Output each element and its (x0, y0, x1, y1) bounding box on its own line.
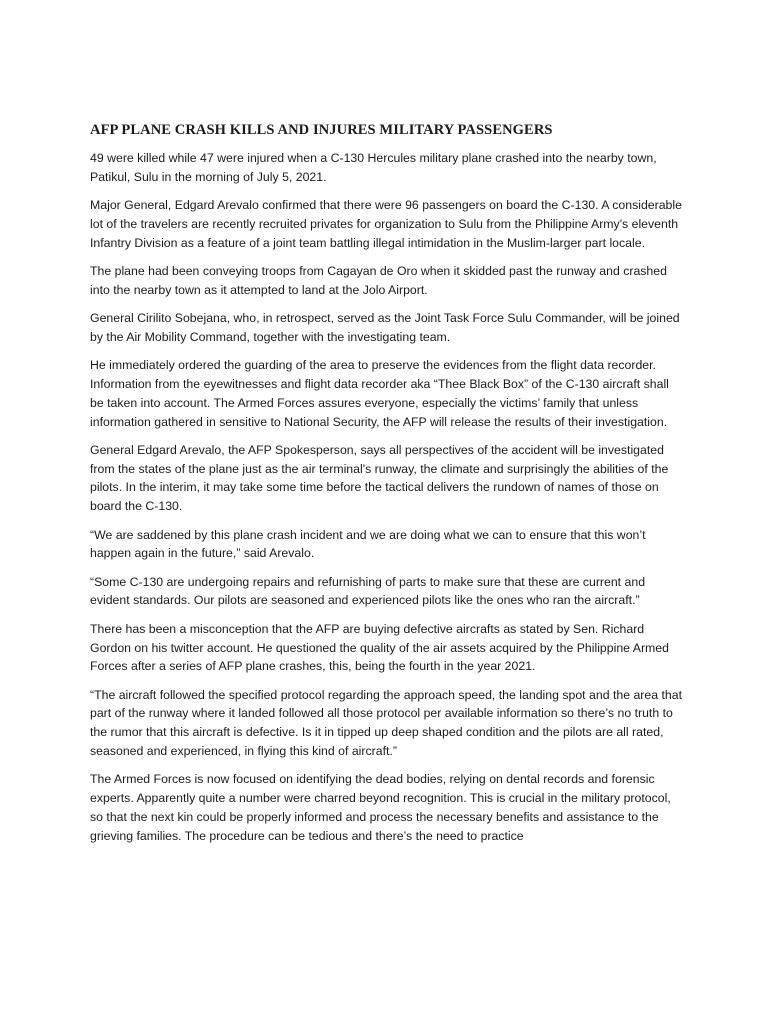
paragraph: There has been a misconception that the AFP are buying defective aircrafts as stated by Sen. Richard Gordon on his twitter account. He questioned the quality of the air assets acquired by the Philippine Armed Forces after a series of AFP plane crashes, this, being the fourth in the year 2021. (90, 621, 669, 674)
paragraph: “The aircraft followed the specified protocol regarding the approach speed, the landing spot and the area that part of the runway where it landed followed all those protocol per available information so there’s no truth to the rumor that this aircraft is defective. Is it in tipped up deep shaped condition and the pilots are all rated, seasoned and experienced, in flying this kind of aircraft.” (90, 687, 682, 759)
paragraph: General Cirilito Sobejana, who, in retrospect, served as the Joint Task Force Sulu Commander, will be joined by the Air Mobility Command, together with the investigating team. (90, 311, 680, 344)
paragraph: The plane had been conveying troops from Cagayan de Oro when it skidded past the runway and crashed into the nearby town as it attempted to land at the Jolo Airport. (90, 263, 667, 297)
paragraph: “We are saddened by this plane crash incident and we are doing what we can to ensure that this won’t happen again in the future,” said Arevalo. (90, 527, 646, 561)
paragraph: General Edgard Arevalo, the AFP Spokesperson, says all perspectives of the accident will be investigated from the states of the plane just as the air terminal's runway, the climate and surprisingly the abilities of the pilots. In the interim, it may take some time before the tactical delivers the rundown of names of those on board the C-130. (90, 442, 669, 514)
paragraph: He immediately ordered the guarding of the area to preserve the evidences from the flight data recorder. Information from the eyewitnesses and flight data recorder aka “Thee Black Box” of the C-130 aircraft shall be taken into account. The Armed Forces assures everyone, especially the victims’ family that unless information gathered in sensitive to National Security, the AFP will release the results of their investigation. (90, 358, 669, 429)
article-body (90, 121, 682, 855)
paragraph: “Some C-130 are undergoing repairs and refurnishing of parts to make sure that these are current and evident standards. Our pilots are seasoned and experienced pilots like the ones who ran the aircraft.” (90, 574, 646, 608)
article-title: AFP PLANE CRASH KILLS AND INJURES MILITARY PASSENGERS (90, 122, 553, 138)
paragraph: Major General, Edgard Arevalo confirmed that there were 96 passengers on board the C-130. A considerable lot of the travelers are recently recruited privates for organization to Sulu from the Philippine Army's eleventh Infantry Division as a feature of a joint team battling illegal intimidation in the Muslim-larger part locale. (90, 198, 682, 250)
paragraph: The Armed Forces is now focused on identifying the dead bodies, relying on dental records and forensic experts. Apparently quite a number were charred beyond recognition. This is crucial in the military protocol, so that the next kin could be properly informed and process the necessary benefits and assistance to the grieving families. The procedure can be tedious and there’s the need to practice (90, 772, 671, 843)
paragraph: 49 were killed while 47 were injured when a C-130 Hercules military plane crashed into the nearby town, Patikul, Sulu in the morning of July 5, 2021. (90, 151, 657, 184)
